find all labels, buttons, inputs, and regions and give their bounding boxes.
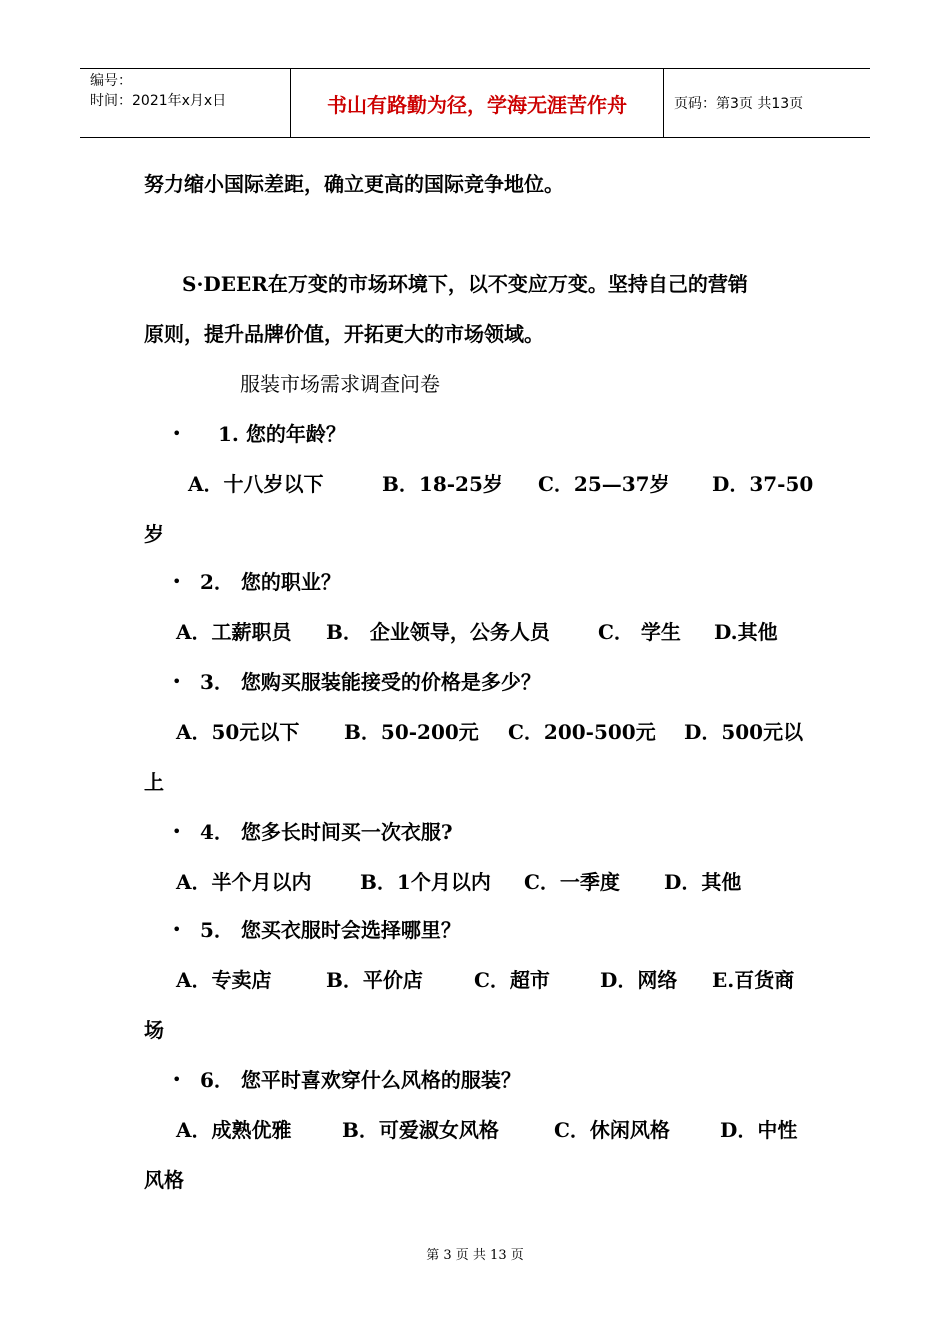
question-5-options xyxy=(176,966,794,994)
survey-title: 服装市场需求调查问卷 xyxy=(240,372,440,396)
question-3: 3． 您购买服装能接受的价格是多少？ xyxy=(200,670,541,694)
page-footer: 第 3 页 共 13 页 xyxy=(426,1248,524,1263)
option: B． 企业领导，公务人员 xyxy=(326,620,550,644)
question-3-options xyxy=(176,718,803,746)
question-2-options xyxy=(176,618,778,646)
question-2: 2． 您的职业？ xyxy=(200,570,341,594)
paragraph-2-line-1: S·DEER在万变的市场环境下，以不变应万变。坚持自己的营销 xyxy=(182,272,748,296)
bullet-icon: • xyxy=(172,1070,182,1089)
option: C．休闲风格 xyxy=(554,1118,670,1142)
option: A．工薪职员 xyxy=(176,620,292,644)
question-6: 6． 您平时喜欢穿什么风格的服装？ xyxy=(200,1068,521,1092)
question-1-wrap: 岁 xyxy=(144,522,164,546)
option: D.其他 xyxy=(714,620,778,644)
header-meta xyxy=(80,69,291,137)
option: A．50元以下 xyxy=(176,720,300,744)
question-3-wrap: 上 xyxy=(144,770,164,794)
option: B．50-200元 xyxy=(344,720,479,744)
question-6-options xyxy=(176,1116,797,1144)
header-motto: 书山有路勤为径，学海无涯苦作舟 xyxy=(291,69,664,137)
option: C．一季度 xyxy=(524,870,620,894)
option: A．半个月以内 xyxy=(176,870,312,894)
header-page-info: 页码：第3页 共13页 xyxy=(674,96,804,112)
option: D．37-50 xyxy=(712,472,814,496)
option: C．25—37岁 xyxy=(538,472,670,496)
option: D．其他 xyxy=(664,870,742,894)
time-label: 时间：2021年x月x日 xyxy=(90,93,227,109)
option: B．平价店 xyxy=(326,968,423,992)
question-5: 5． 您买衣服时会选择哪里？ xyxy=(200,918,461,942)
option: B．18-25岁 xyxy=(382,472,503,496)
question-1-options xyxy=(188,470,813,498)
option: C．超市 xyxy=(474,968,550,992)
option: A．专卖店 xyxy=(176,968,272,992)
question-5-wrap: 场 xyxy=(144,1018,164,1042)
question-6-wrap: 风格 xyxy=(144,1168,184,1192)
paragraph-1: 努力缩小国际差距，确立更高的国际竞争地位。 xyxy=(144,172,564,196)
option: D．500元以 xyxy=(684,720,804,744)
option: B．可爱淑女风格 xyxy=(342,1118,499,1142)
question-4: 4． 您多长时间买一次衣服? xyxy=(200,820,453,844)
option: E.百货商 xyxy=(712,968,795,992)
option: D．中性 xyxy=(720,1118,798,1142)
option: B．1个月以内 xyxy=(360,870,491,894)
bullet-icon: • xyxy=(172,672,182,691)
bullet-icon: • xyxy=(172,920,182,939)
bullet-icon: • xyxy=(172,822,182,841)
paragraph-2-line-2: 原则，提升品牌价值，开拓更大的市场领域。 xyxy=(144,322,544,346)
bullet-icon: • xyxy=(172,424,182,443)
option: A．成熟优雅 xyxy=(176,1118,292,1142)
page-header xyxy=(80,68,870,138)
option: C． 学生 xyxy=(598,620,681,644)
option: A．十八岁以下 xyxy=(188,472,324,496)
question-4-options xyxy=(176,868,741,896)
bullet-icon: • xyxy=(172,572,182,591)
number-label: 编号： xyxy=(90,73,132,89)
option: C．200-500元 xyxy=(508,720,656,744)
question-1: 1. 您的年龄？ xyxy=(218,422,346,446)
option: D．网络 xyxy=(600,968,678,992)
